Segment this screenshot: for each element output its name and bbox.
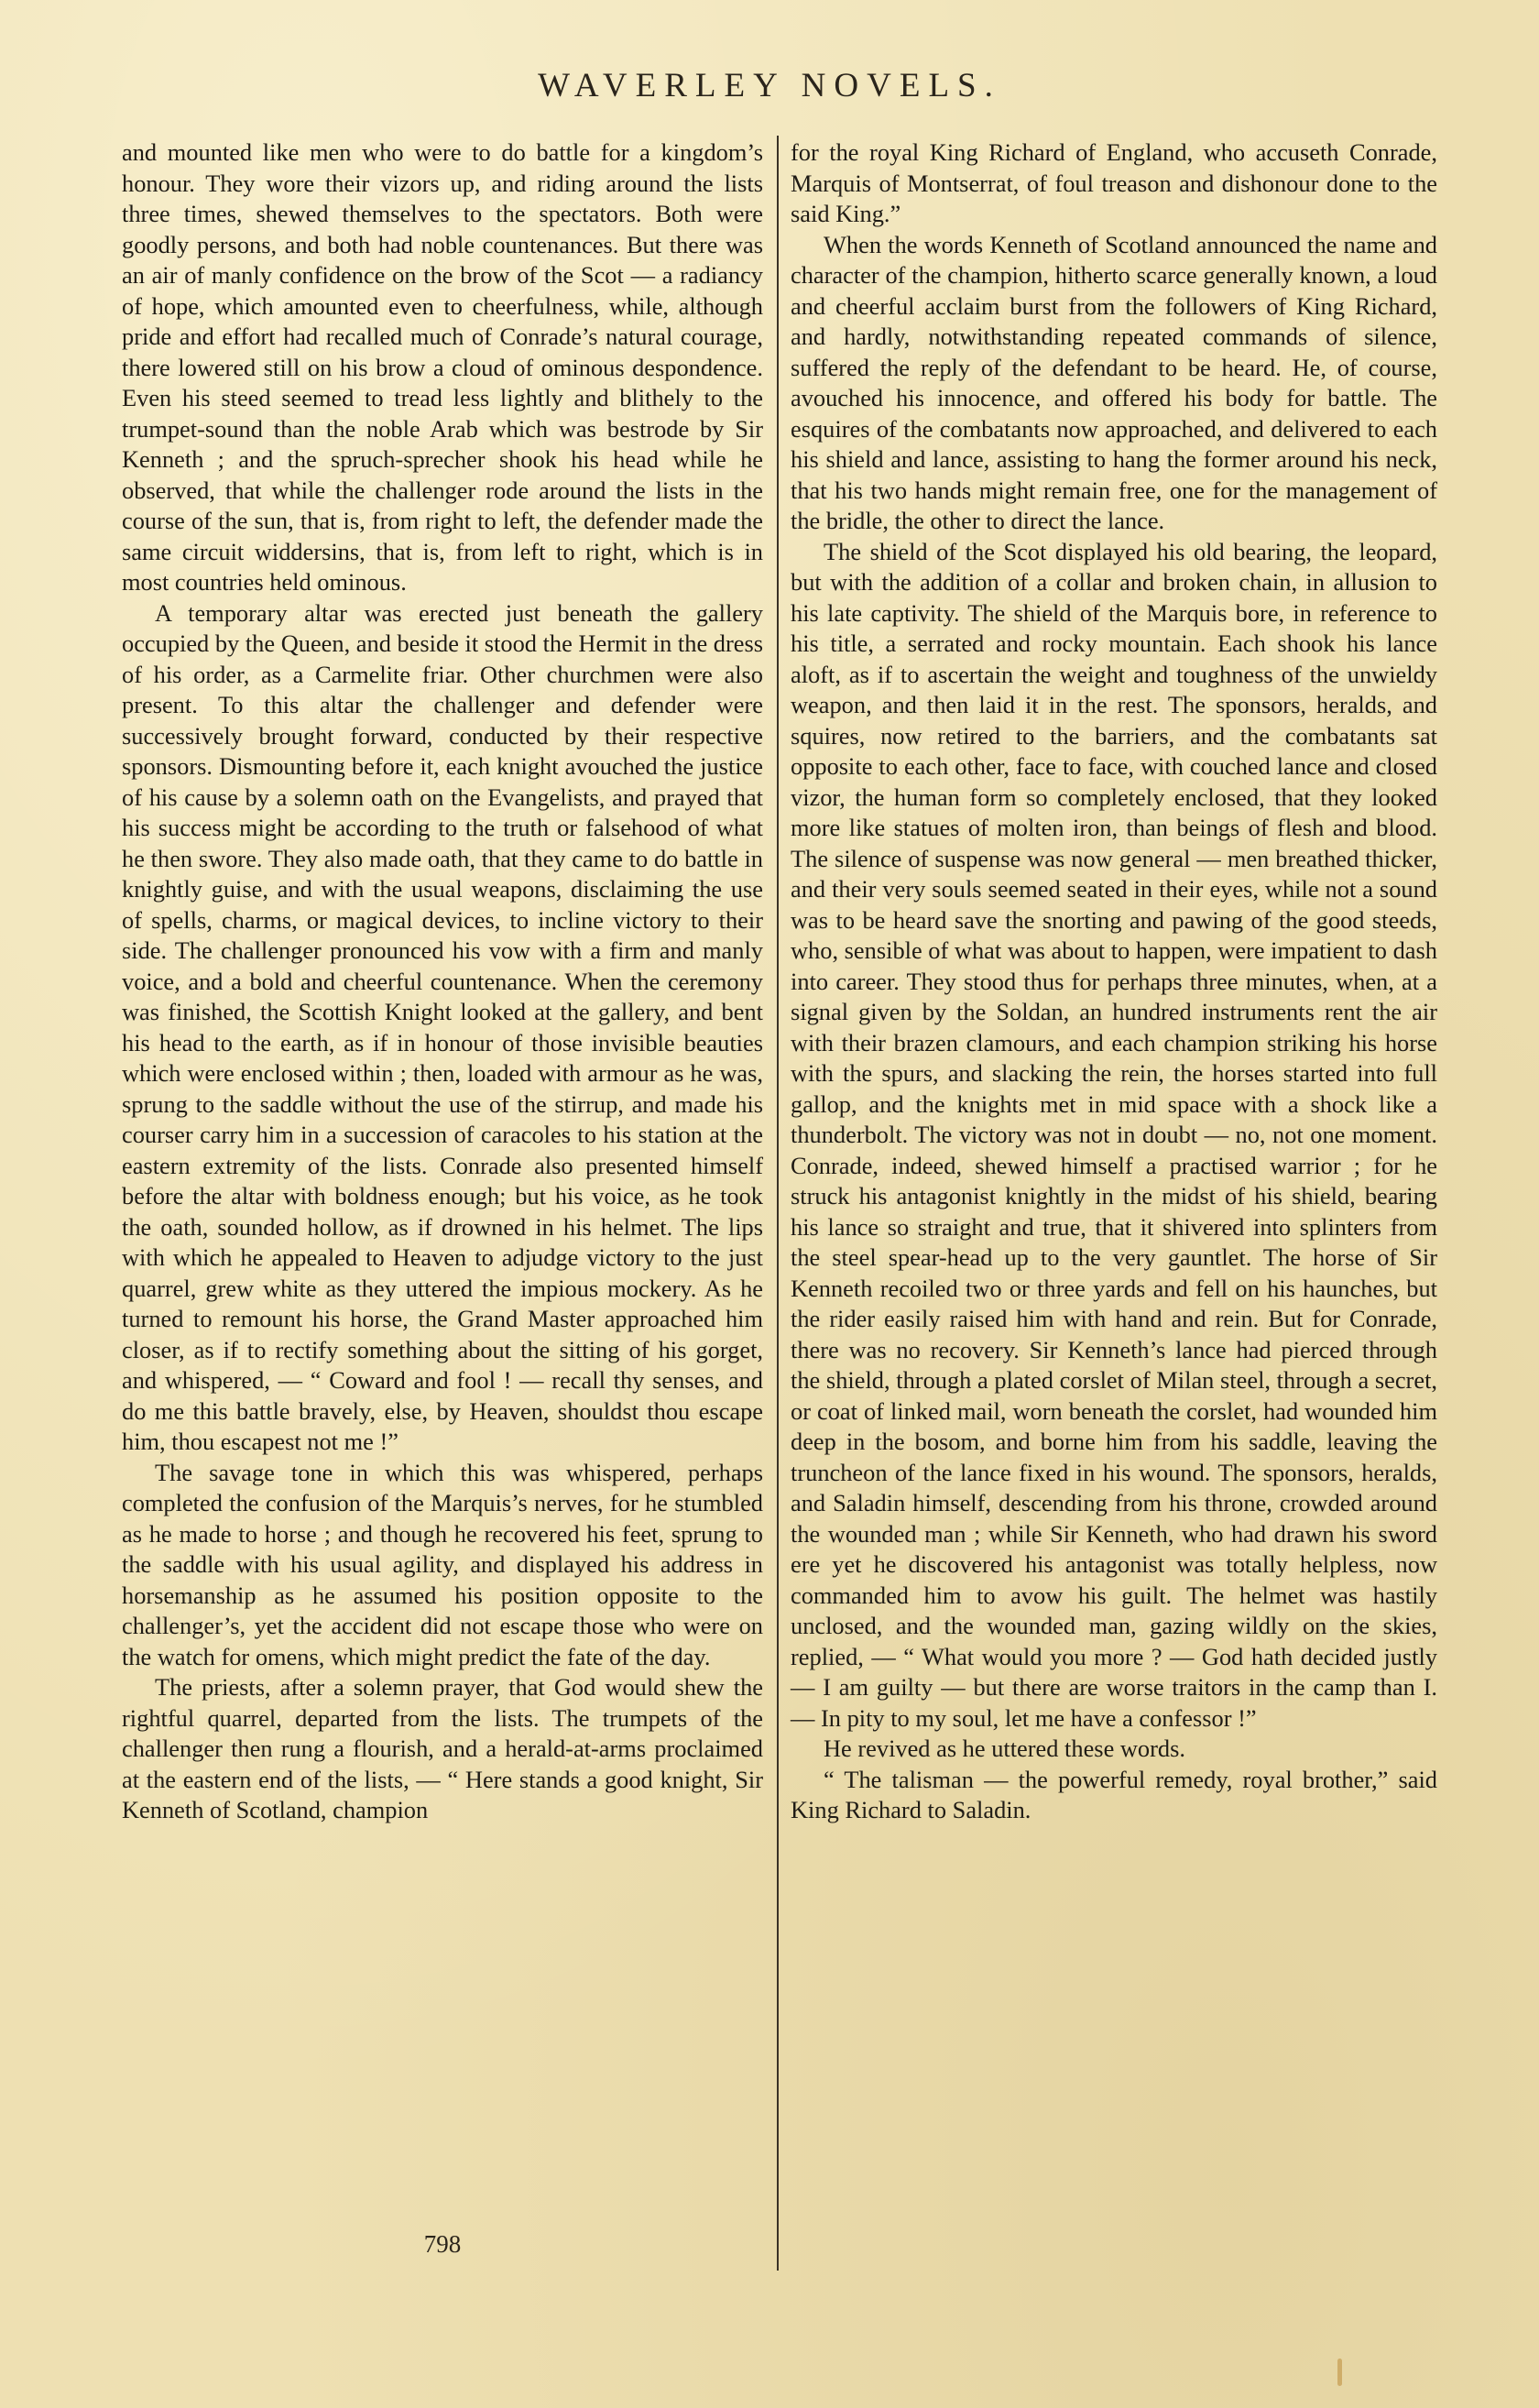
right-column [791, 137, 1437, 1826]
running-title: WAVERLEY NOVELS. [538, 67, 1001, 104]
paragraph: for the royal King Richard of England, who accuseth Conrade, Marquis of Montserrat, of foul treason and dishonour done to the said King.” [791, 138, 1437, 227]
paragraph: When the words Kenneth of Scotland announced the name and character of the champion, hitherto scarce generally known, a loud and cheerful acclaim burst from the followers of King Richard, and hardly, notwithstanding repeated commands of silence, suffered the reply of the defendant to be heard. He, of course, avouched his innocence, and offered his body for battle. The esquires of the combatants now approached, and delivered to each his shield and lance, assisting to hang the former around his neck, that his two hands might remain free, one for the management of the bridle, the other to direct the lance. [791, 230, 1437, 534]
paragraph: and mounted like men who were to do battle for a kingdom’s honour. They wore their vizors up, and riding around the lists three times, shewed themselves to the spectators. Both were goodly persons, and both had noble countenances. But there was an air of manly confidence on the brow of the Scot — a radiancy of hope, which amounted even to cheerfulness, while, although pride and effort had recalled much of Conrade’s natural courage, there lowered still on his brow a cloud of ominous despondence. Even his steed seemed to tread less lightly and blithely to the trumpet-sound than the noble Arab which was bestrode by Sir Kenneth ; and the spruch-sprecher shook his head while he observed, that while the challenger rode around the lists in the course of the sun, that is, from right to left, the defender made the same circuit widdersins, that is, from left to right, which is in most countries held ominous. [122, 138, 763, 596]
paragraph: The shield of the Scot displayed his old bearing, the leopard, but with the addition of a collar and broken chain, in allusion to his late captivity. The shield of the Marquis bore, in reference to his title, a serrated and rocky mountain. Each shook his lance aloft, as if to ascertain the weight and toughness of the unwieldy weapon, and then laid it in the rest. The sponsors, heralds, and squires, now retired to the barriers, and the combatants sat opposite to each other, face to face, with couched lance and closed vizor, the human form so completely enclosed, that they looked more like statues of molten iron, than beings of flesh and blood. The silence of suspense was now general — men breathed thicker, and their very souls seemed seated in their eyes, while not a sound was to be heard save the snorting and pawing of the good steeds, who, sensible of what was about to happen, were impatient to dash into career. They stood thus for perhaps three minutes, when, at a signal given by the Soldan, an hundred instruments rent the air with their brazen clamours, and each champion striking his horse with the spurs, and slacking the rein, the horses started into full gallop, and the knights met in mid space with a shock like a thunderbolt. The victory was not in doubt — no, not one moment. Conrade, indeed, shewed himself a practised warrior ; for he struck his antagonist knightly in the midst of his shield, bearing his lance so straight and true, that it shivered into splinters from the steel spear-head up to the very gauntlet. The horse of Sir Kenneth recoiled two or three yards and fell on his haunches, but the rider easily raised him with hand and rein. But for Conrade, there was no recovery. Sir Kenneth’s lance had pierced through the shield, through a plated corslet of Milan steel, through a secret, or coat of linked mail, worn beneath the corslet, had wounded him deep in the bosom, and borne him from his saddle, leaving the truncheon of the lance fixed in his wound. The sponsors, heralds, and Saladin himself, descending from his throne, crowded around the wounded man ; while Sir Kenneth, who had drawn his sword ere yet he discovered his antagonist was totally helpless, now commanded him to avow his guilt. The helmet was hastily unclosed, and the wounded man, gazing wildly on the skies, replied, — “ What would you more ? — God hath decided justly — I am guilty — but there are worse traitors in the camp than I. — In pity to my soul, let me have a confessor !” [791, 537, 1437, 1732]
paragraph: A temporary altar was erected just beneath the gallery occupied by the Queen, and beside it stood the Hermit in the dress of his order, as a Carmelite friar. Other churchmen were also present. To this altar the challenger and defender were successively brought forward, conducted by their respective sponsors. Dismounting before it, each knight avouched the justice of his cause by a solemn oath on the Evangelists, and prayed that his success might be according to the truth or falsehood of what he then swore. They also made oath, that they came to do battle in knightly guise, and with the usual weapons, disclaiming the use of spells, charms, or magical devices, to incline victory to their side. The challenger pronounced his vow with a firm and manly voice, and a bold and cheerful countenance. When the ceremony was finished, the Scottish Knight looked at the gallery, and bent his head to the earth, as if in honour of those invisible beauties which were enclosed within ; then, loaded with armour as he was, sprung to the saddle without the use of the stirrup, and made his courser carry him in a succession of caracoles to his station at the eastern extremity of the lists. Conrade also presented himself before the altar with boldness enough; but his voice, as he took the oath, sounded hollow, as if drowned in his helmet. The lips with which he appealed to Heaven to adjudge victory to the just quarrel, grew white as they uttered the impious mockery. As he turned to remount his horse, the Grand Master approached him closer, as if to rectify something about the sitting of his gorget, and whispered, — “ Coward and fool ! — recall thy senses, and do me this battle bravely, else, by Heaven, shouldst thou escape him, thou escapest not me !” [122, 598, 763, 1455]
paragraph: The priests, after a solemn prayer, that God would shew the rightful quarrel, departed from the lists. The trumpets of the challenger then rung a flourish, and a herald-at-arms proclaimed at the eastern end of the lists, — “ Here stands a good knight, Sir Kenneth of Scotland, champion [122, 1673, 763, 1823]
paper-stain [1337, 2359, 1342, 2386]
paragraph: The savage tone in which this was whispered, perhaps completed the confusion of the Marquis’s nerves, for he stumbled as he made to horse ; and though he recovered his feet, sprung to the saddle with his usual agility, and displayed his address in horsemanship as he assumed his position opposite to the challenger’s, yet the accident did not escape those who were on the watch for omens, which might predict the fate of the day. [122, 1458, 763, 1670]
paragraph: He revived as he uttered these words. [824, 1735, 1185, 1762]
page-number: 798 [423, 2230, 462, 2258]
column-divider [777, 136, 779, 2271]
left-column [122, 137, 763, 1826]
paragraph: “ The talisman — the powerful remedy, royal brother,” said King Richard to Saladin. [791, 1765, 1437, 1823]
